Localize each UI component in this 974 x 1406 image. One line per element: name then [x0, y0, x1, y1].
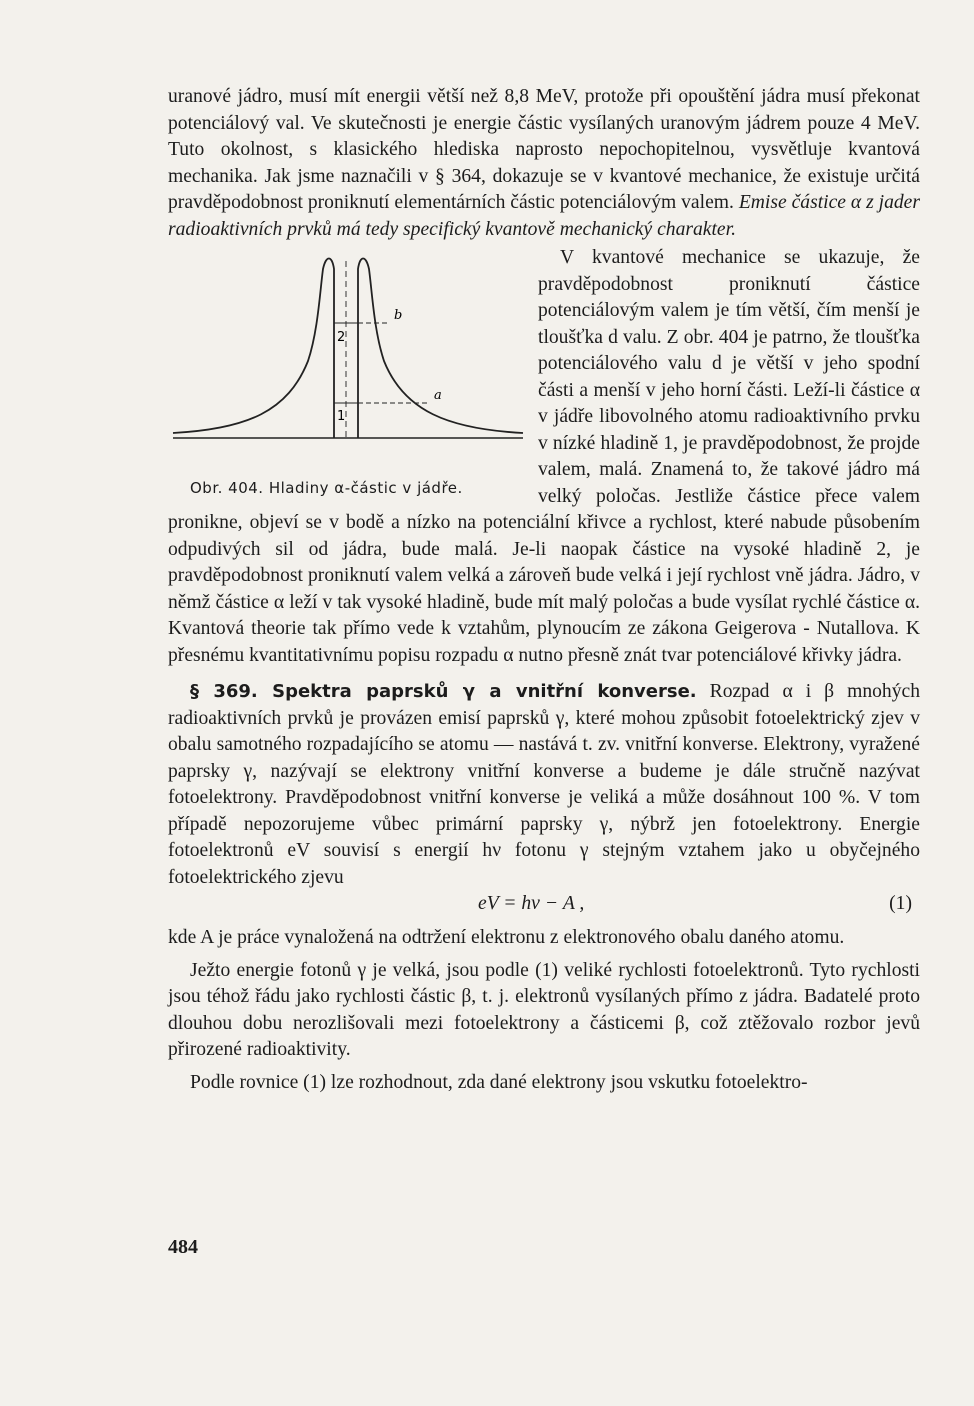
potential-barrier-diagram: [168, 251, 538, 481]
paragraph-1: uranové jádro, musí mít energii větší než 8,8 MeV, protože při opouštění jádra musí překonat potenciálový val. Ve skutečnosti je energie částic vysílaných uranovým jádrem pouze 4 MeV. Tuto okolnost, s klasického hlediska naprosto nepochopitelnou, vysvětluje kvantová mechanika. Jak jsme naznačili v § 364, dokazuje se v kvantové mechanice, že existuje určitá pravděpodobnost proniknutí elementárních částic potenciálovým valem. Emise částice α z jader radioaktivních prvků má tedy specifický kvantově mechanický charakter.: [168, 86, 920, 240]
point-b-label: b: [394, 308, 403, 323]
equation-1: [168, 893, 920, 921]
equation-number: (1): [889, 893, 912, 914]
level-1-label: 1: [337, 409, 346, 424]
barrier-right-wall: [358, 259, 523, 439]
paragraph-3: § 369. Spektra paprsků γ a vnitřní konverse. Rozpad α i β mnohých radioaktivních prvků je provázen emisí paprsků γ, které mohou způsobit fotoelektrický zjev v obalu samotného rozpadajícího se atomu — nastává t. zv. vnitřní konverse. Elektrony, vyražené paprsky γ, nazývají se elektrony vnitřní konverse a budeme je dále stručně nazývat fotoelektrony. Pravděpodobnost vnitřní konverse je veliká a může dosáhnout 100 %. V tom případě nepozorujeme vůbec primární paprsky γ, nýbrž jen fotoelektrony. Energie fotoelektronů eV souvisí s energií hν fotonu γ stejným vztahem jako u obyčejného fotoelektrického zjevu: [168, 681, 920, 888]
page-body: [168, 84, 920, 1096]
point-a-label: a: [434, 388, 442, 403]
figure-caption: Obr. 404. Hladiny α-částic v jádře.: [190, 479, 463, 497]
paragraph-6: Podle rovnice (1) lze rozhodnout, zda dané elektrony jsou vskutku fotoelektro-: [190, 1071, 808, 1093]
page-number: 484: [168, 1236, 198, 1258]
section-heading: § 369. Spektra paprsků γ a vnitřní konverse.: [190, 681, 697, 702]
italic-statement: Emise částice α z jader radioaktivních prvků má tedy specifický kvantově mechanický charakter.: [168, 192, 920, 240]
paragraph-2: 2 1 b a Obr. 404. Hladiny α-částic v jádře. V kvantové mechanice se ukazuje, že pravděpodobnost proniknutí částice potenciálovým valem je tím větší, čím menší je tloušťka d valu. Z obr. 404 je patrno, že tloušťka potenciálového valu d je větší v jeho spodní části a menší v jeho horní části. Leží-li částice α v jádře libovolného atomu radioaktivního prvku v nízké hladině 1, je pravděpodobnost, že projde valem, malá. Znamená to, že takové jádro má velký poločas. Jestliže částice přece valem pronikne, objeví se v bodě a nízko na potenciální křivce a rychlost, které nabude působením odpudivých sil od jádra, bude malá. Je-li naopak částice na vysoké hladině 2, je pravděpodobnost proniknutí valem velká a zároveň bude velká i její rychlost vně jádra. Jádro, v němž částice α leží v tak vysoké hladině, bude mít malý poločas a bude vysílat rychlé částice α. Kvantová theorie tak přímo vede k vztahům, plynoucím ze zákona Geigerova - Nutallova. K přesnému kvantitativnímu popisu rozpadu α nutno přesně znát tvar potenciálové křivky jádra.: [168, 247, 920, 666]
barrier-left-wall: [173, 259, 334, 439]
level-2-label: 2: [337, 330, 346, 345]
paragraph-4: kde A je práce vynaložená na odtržení elektronu z elektronového obalu daného atomu.: [168, 927, 845, 948]
equation-body: eV = hν − A ,: [478, 893, 585, 914]
paragraph-5: Ježto energie fotonů γ je velká, jsou podle (1) veliké rychlosti fotoelektronů. Tyto rychlosti jsou téhož řádu jako rychlosti částic β, t. j. elektronů vysílaných přímo z jádra. Badatelé proto dlouhou dobu nerozlišovali mezi fotoelektrony a částicemi β, což ztěžovalo rozbor jevů přirozené radioaktivity.: [168, 959, 920, 1060]
figure-404: [168, 245, 538, 507]
